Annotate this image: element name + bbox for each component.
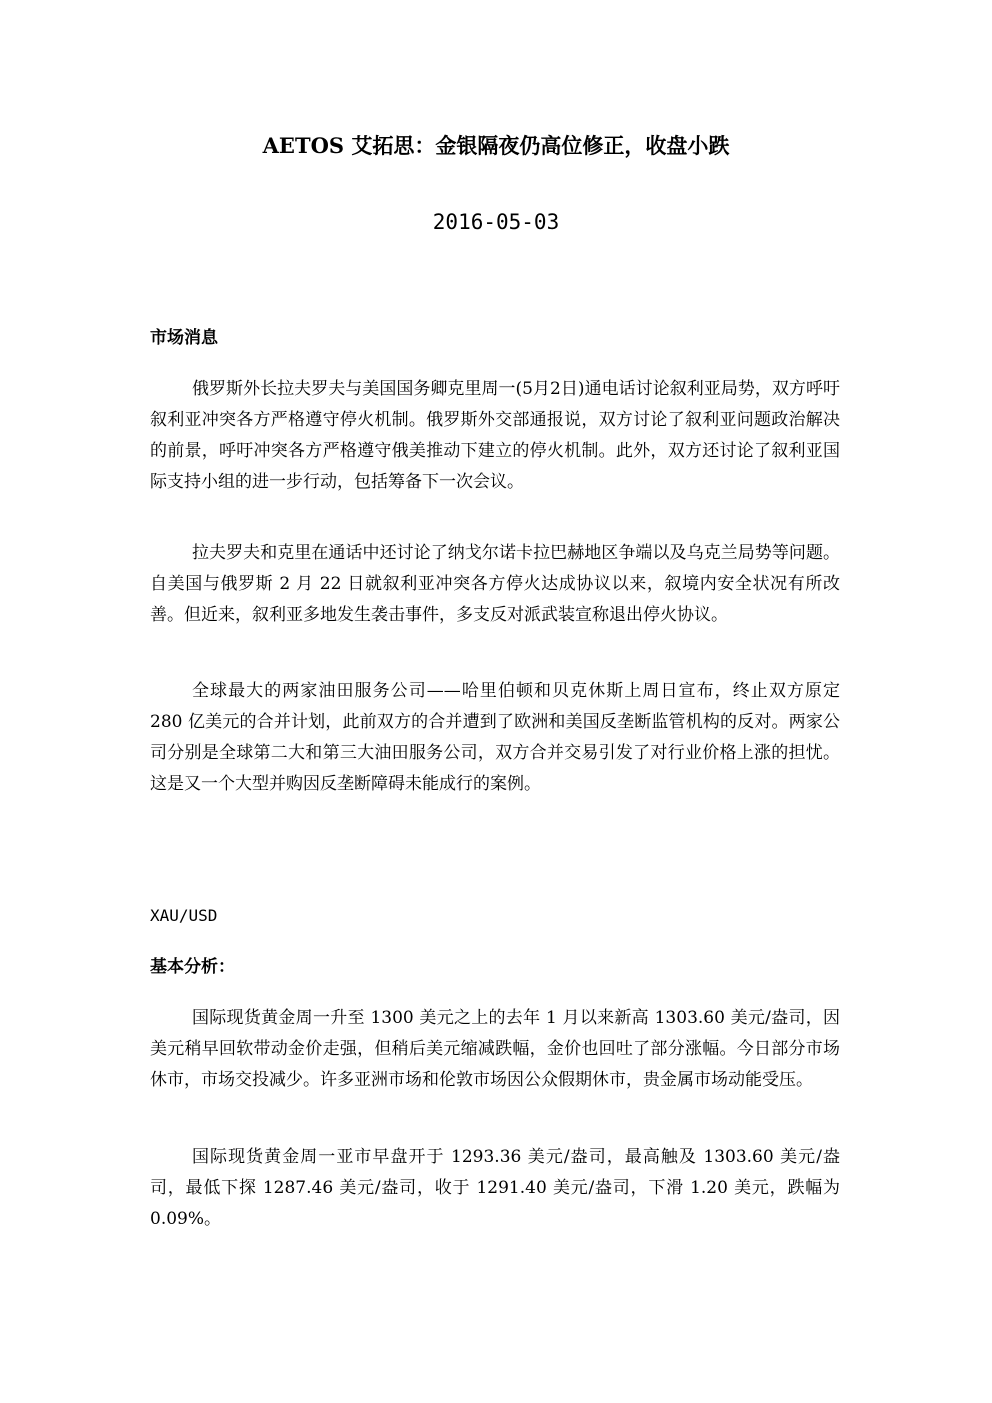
analysis-paragraph-1: 国际现货黄金周一升至 1300 美元之上的去年 1 月以来新高 1303.60 美元/盎司，因美元稍早回软带动金价走强，但稍后美元缩减跌幅，金价也回吐了部分涨幅。今日部分市场休市，市场交投减少。许多亚洲市场和伦敦市场因公众假期休市，贵金属市场动能受压。 xyxy=(150,1008,840,1090)
market-news-paragraph-1: 俄罗斯外长拉夫罗夫与美国国务卿克里周一(5月2日)通电话讨论叙利亚局势，双方呼吁叙利亚冲突各方严格遵守停火机制。俄罗斯外交部通报说，双方讨论了叙利亚问题政治解决的前景，呼吁冲突各方严格遵守俄美推动下建立的停火机制。此外，双方还讨论了叙利亚国际支持小组的进一步行动，包括筹备下一次会议。 xyxy=(150,379,840,492)
document-date: 2016-05-03 xyxy=(432,210,560,234)
market-news-paragraph-3: 全球最大的两家油田服务公司——哈里伯顿和贝克休斯上周日宣布，终止双方原定 280 亿美元的合并计划，此前双方的合并遭到了欧洲和美国反垄断监管机构的反对。两家公司分别是全球第二大和第三大油田服务公司，双方合并交易引发了对行业价格上涨的担忧。这是又一个大型并购因反垄断障碍未能成行的案例。 xyxy=(150,681,840,794)
instrument-symbol: XAU/USD xyxy=(150,906,218,925)
section-heading-market-news: 市场消息 xyxy=(150,328,218,348)
market-news-paragraph-2: 拉夫罗夫和克里在通话中还讨论了纳戈尔诺卡拉巴赫地区争端以及乌克兰局势等问题。自美国与俄罗斯 2 月 22 日就叙利亚冲突各方停火达成协议以来，叙境内安全状况有所改善。但近来，叙利亚多地发生袭击事件，多支反对派武装宣称退出停火协议。 xyxy=(150,543,840,625)
document-title: AETOS 艾拓思：金银隔夜仍高位修正，收盘小跌 xyxy=(262,133,730,158)
analysis-paragraph-2: 国际现货黄金周一亚市早盘开于 1293.36 美元/盎司，最高触及 1303.60 美元/盎司，最低下探 1287.46 美元/盎司，收于 1291.40 美元/盎司，下滑 1.20 美元，跌幅为 0.09%。 xyxy=(150,1147,840,1229)
section-heading-fundamental-analysis: 基本分析： xyxy=(150,957,235,977)
